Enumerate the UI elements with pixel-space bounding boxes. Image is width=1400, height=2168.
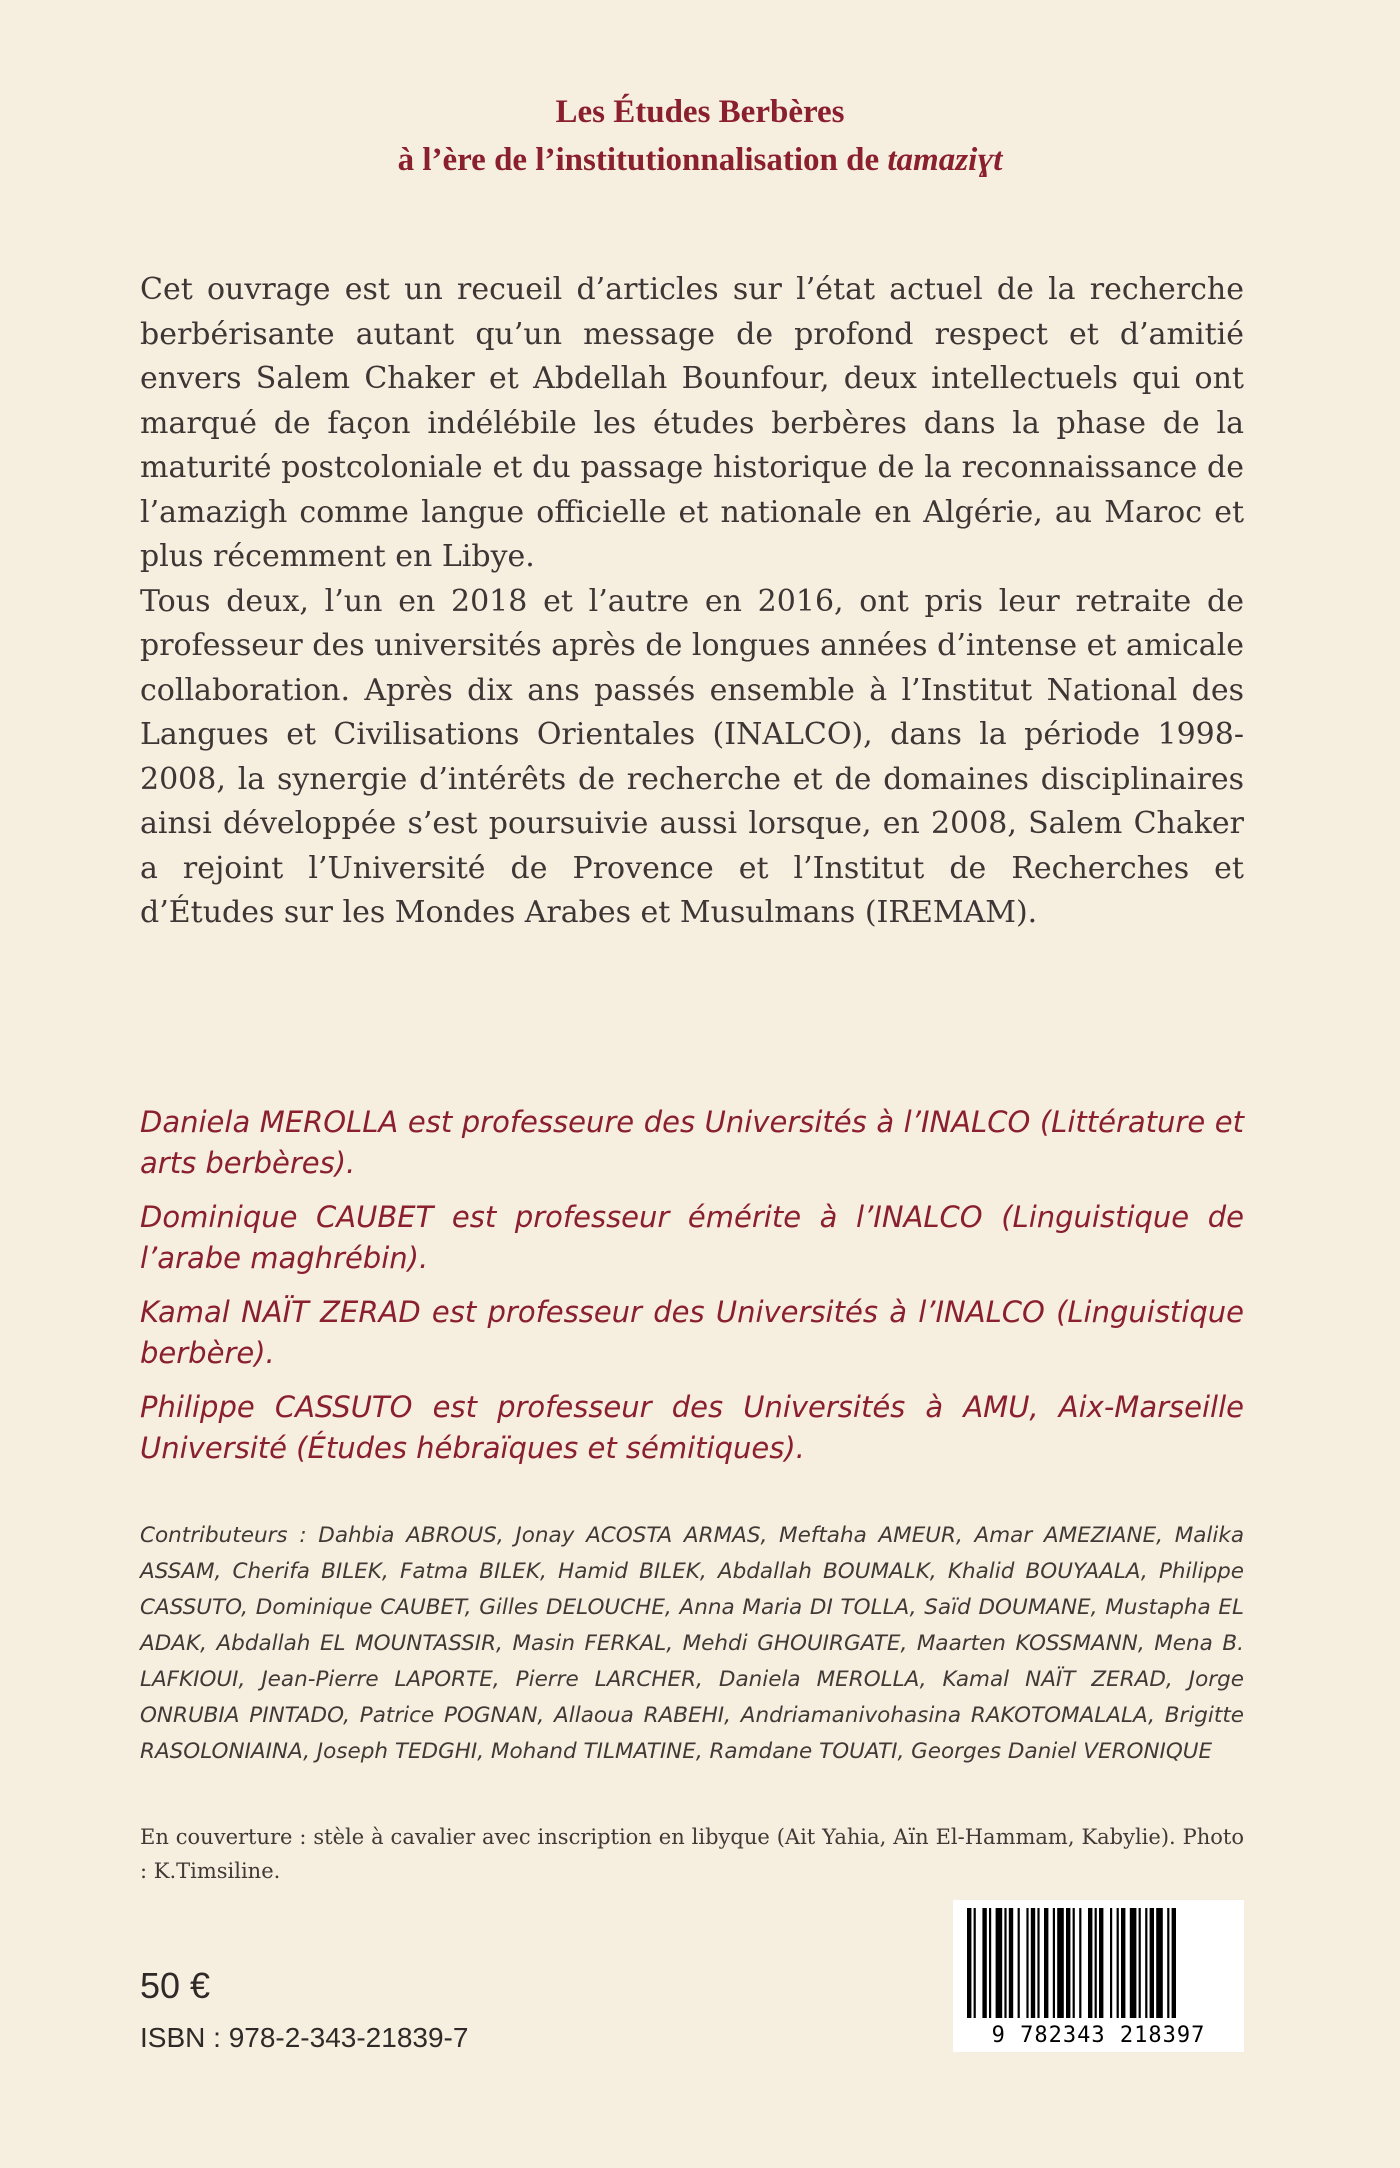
title-line-2-text: à l’ère de l’institutionnalisation de [397,142,888,178]
price: 50 € [140,1965,211,2006]
summary-paragraph-1: Cet ouvrage est un recueil d’articles sur l’état actuel de la recherche berbérisante autant qu’un message de profond respect et d’amitié envers Salem Chaker et Abdellah Bounfour, deux intellectuels qui ont marqué de façon indélébile les études berbères dans la phase de la maturité postcoloniale et du passage historique de la reconnaissance de l’amazigh comme langue officielle et nationale en Algérie, au Maroc et plus récemment en Libye. [140,272,1244,574]
contributors-list: Contributeurs : Dahbia ABROUS, Jonay ACOSTA ARMAS, Meftaha AMEUR, Amar AMEZIANE, Malika ASSAM, Cherifa BILEK, Fatma BILEK, Hamid BILEK, Abdallah BOUMALK, Khalid BOUYAALA, Philippe CASSUTO, Dominique CAUBET, Gilles DELOUCHE, Anna Maria DI TOLLA, Saïd DOUMANE, Mustapha EL ADAK, Abdallah EL MOUNTASSIR, Masin FERKAL, Mehdi GHOUIRGATE, Maarten KOSSMANN, Mena B. LAFKIOUI, Jean-Pierre LAPORTE, Pierre LARCHER, Daniela MEROLLA, Kamal NAÏT ZERAD, Jorge ONRUBIA PINTADO, Patrice POGNAN, Allaoua RABEHI, Andriamanivohasina RAKOTOMALALA, Brigitte RASOLONIAINA, Joseph TEDGHI, Mohand TILMATINE, Ramdane TOUATI, Georges Daniel VERONIQUE [140,1523,1244,1764]
title-tamazight: tamaziɣt [887,142,1003,178]
barcode-bars-icon [953,1900,1244,2020]
barcode [953,1900,1244,2052]
isbn: ISBN : 978-2-343-21839-7 [140,2022,469,2053]
editor-caubet: Dominique CAUBET est professeur émérite à l’INALCO (Linguistique de l’arabe maghrébin). [140,1200,1244,1275]
editor-cassuto: Philippe CASSUTO est professeur des Universités à AMU, Aix-Marseille Université (Études hébraïques et sémitiques). [140,1390,1244,1465]
summary-paragraph-2: Tous deux, l’un en 2018 et l’autre en 2016, ont pris leur retraite de professeur des universités après de longues années d’intense et amicale collaboration. Après dix ans passés ensemble à l’Institut National des Langues et Civilisations Orientales (INALCO), dans la période 1998-2008, la synergie d’intérêts de recherche et de domaines disciplinaires ainsi développée s’est poursuivie aussi lorsque, en 2008, Salem Chaker a rejoint l’Université de Provence et l’Institut de Recherches et d’Études sur les Mondes Arabes et Musulmans (IREMAM). [140,583,1244,930]
book-title [140,88,1260,184]
editors-list [140,1102,1244,1482]
editor-merolla: Daniela MEROLLA est professeure des Universités à l’INALCO (Littérature et arts berbères). [140,1105,1244,1180]
title-line-2 [140,136,1260,184]
cover-credit: En couverture : stèle à cavalier avec inscription en libyque (Ait Yahia, Aïn El-Hammam, Kabylie). Photo : K.Timsiline. [140,1825,1244,1883]
title-line-1: Les Études Berbères [555,94,845,130]
editor-nait-zerad: Kamal NAÏT ZERAD est professeur des Universités à l’INALCO (Linguistique berbère). [140,1295,1244,1370]
barcode-number: 9 782343 218397 [991,2023,1206,2048]
summary-text [140,268,1244,936]
